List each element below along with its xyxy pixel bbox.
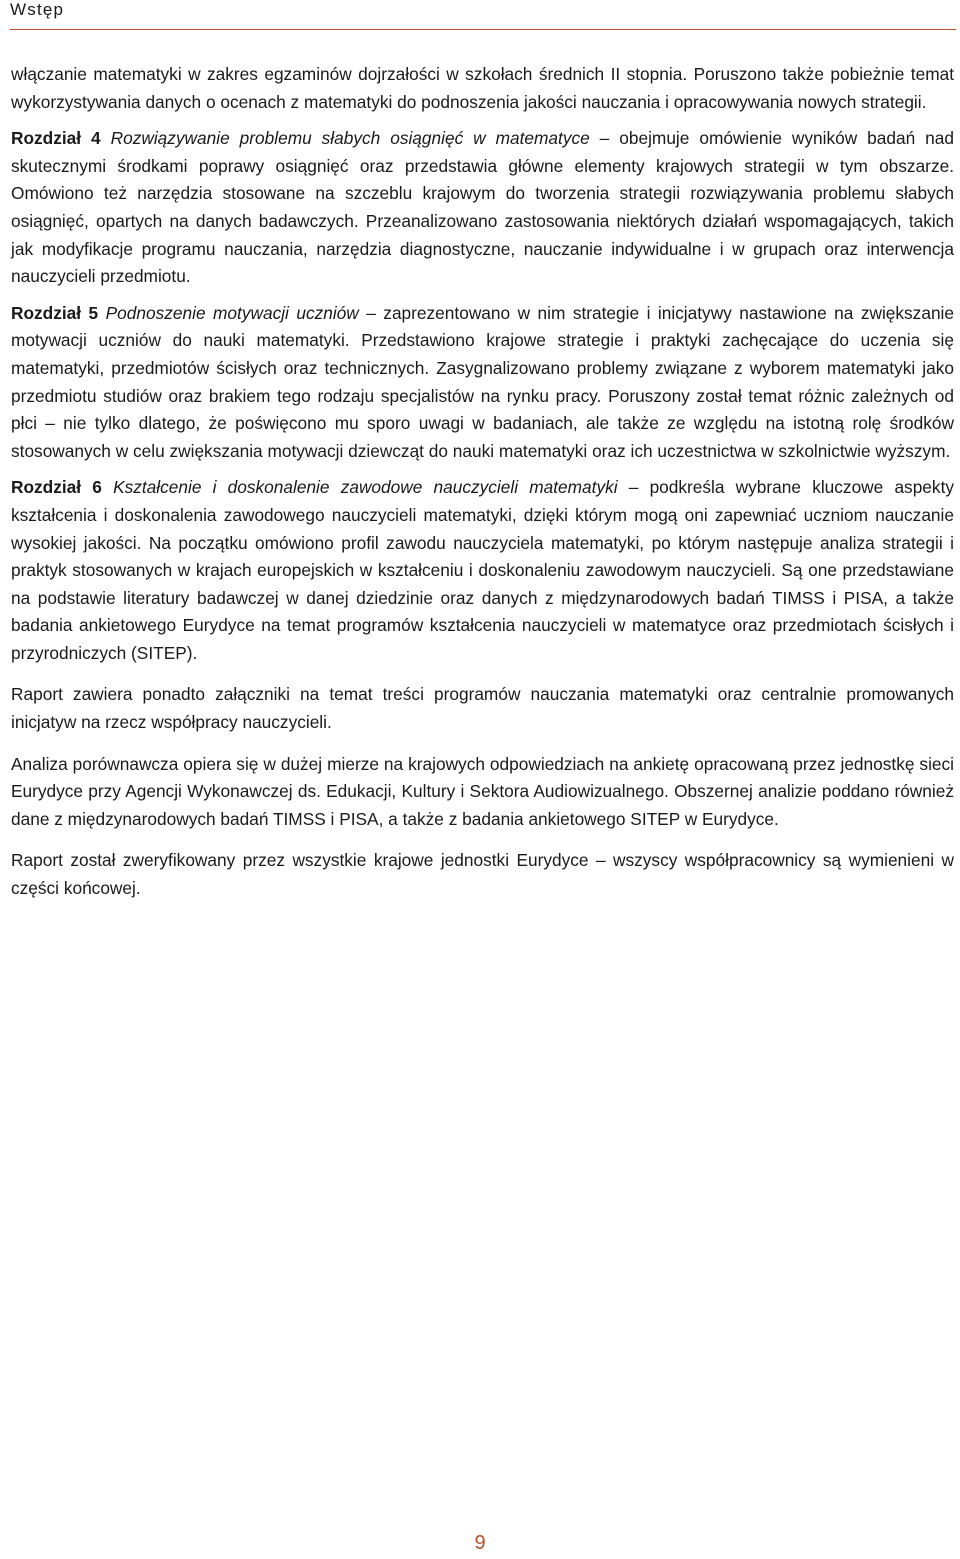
paragraph-intro-continuation: włączanie matematyki w zakres egzaminów dojrzałości w szkołach średnich II stopnia. Poruszono także pobieżnie temat wykorzystywania danych o ocenach z matematyki do podnoszenia jakości nauczania i opracowywania nowych strategii. — [11, 64, 954, 112]
paragraph-annexes: Raport zawiera ponadto załączniki na temat treści programów nauczania matematyki oraz centralnie promowanych inicjatyw na rzecz współpracy nauczycieli. — [11, 684, 954, 733]
paragraph-chapter-5 — [11, 300, 954, 466]
chapter-5-label: Rozdział 5 — [11, 302, 99, 323]
paragraph-chapter-6 — [11, 474, 954, 667]
chapter-4-text: – obejmuje omówienie wyników badań nad skutecznymi środkami poprawy osiągnięć oraz przedstawia główne elementy krajowych strategii w tym obszarze. Omówiono też narzędzia stosowane na szczeblu krajowym do tworzenia strategii rozwiązywania problemu słabych osiągnięć, opartych na danych badawczych. Przeanalizowano zastosowania niektórych działań wspomagających, takich jak modyfikacje programu nauczania, narzędzia diagnostyczne, nauczanie indywidualne i w grupach oraz interwencja nauczycieli przedmiotu. — [11, 128, 954, 287]
chapter-6-title: Kształcenie i doskonalenie zawodowe nauczycieli matematyki — [113, 477, 618, 498]
chapter-4-title: Rozwiązywanie problemu słabych osiągnięć w matematyce — [110, 128, 590, 149]
chapter-6-label: Rozdział 6 — [11, 477, 102, 498]
header-divider — [10, 29, 956, 30]
chapter-5-text: – zaprezentowano w nim strategie i inicjatywy nastawione na zwiększanie motywacji uczniów do nauki matematyki. Przedstawiono krajowe strategie i praktyki zachęcające do uczenia się matematyki, przedmiotów ścisłych oraz technicznych. Zasygnalizowano problemy związane z wyborem matematyki jako przedmiotu studiów oraz brakiem tego rodzaju specjalistów na rynku pracy. Poruszony został temat różnic zależnych od płci – nie tylko dlatego, że poświęcono mu sporo uwagi w badaniach, ale także ze względu na istotną rolę środków stosowanych w celu zwiększania motywacji dziewcząt do nauki matematyki oraz ich uczestnictwa w szkolnictwie wyższym. — [11, 302, 954, 461]
chapter-6-text: – podkreśla wybrane kluczowe aspekty kształcenia i doskonalenia zawodowego nauczycieli matematyki, dzięki którym mogą oni zapewniać uczniom nauczanie wysokiej jakości. Na początku omówiono profil zawodu nauczyciela matematyki, po którym następuje analiza strategii i praktyk stosowanych w krajach europejskich w kształceniu i doskonaleniu zawodowym nauczycieli. Są one przedstawiane na podstawie literatury badawczej w danej dziedzinie oraz danych z międzynarodowych badań TIMSS i PISA, a także badania ankietowego Eurydyce na temat programów kształcenia nauczycieli w matematyce oraz przedmiotach ścisłych i przyrodniczych (SITEP). — [11, 477, 955, 663]
paragraph-chapter-4 — [11, 125, 954, 291]
paragraph-analysis: Analiza porównawcza opiera się w dużej mierze na krajowych odpowiedziach na ankietę opracowaną przez jednostkę sieci Eurydyce przy Agencji Wykonawczej ds. Edukacji, Kultury i Sektora Audiowizualnego. Obszernej analizie poddano również dane z międzynarodowych badań TIMSS i PISA, a także z badania ankietowego SITEP w Eurydyce. — [11, 753, 954, 829]
page-number: 9 — [474, 1532, 486, 1554]
paragraph-verification: Raport został zweryfikowany przez wszystkie krajowe jednostki Eurydyce – wszyscy współpracownicy są wymienieni w części końcowej. — [11, 850, 954, 899]
chapter-5-title: Podnoszenie motywacji uczniów — [105, 302, 359, 323]
page-body — [11, 61, 954, 903]
running-header-title: Wstęp — [10, 0, 65, 19]
chapter-4-label: Rozdział 4 — [11, 128, 101, 149]
